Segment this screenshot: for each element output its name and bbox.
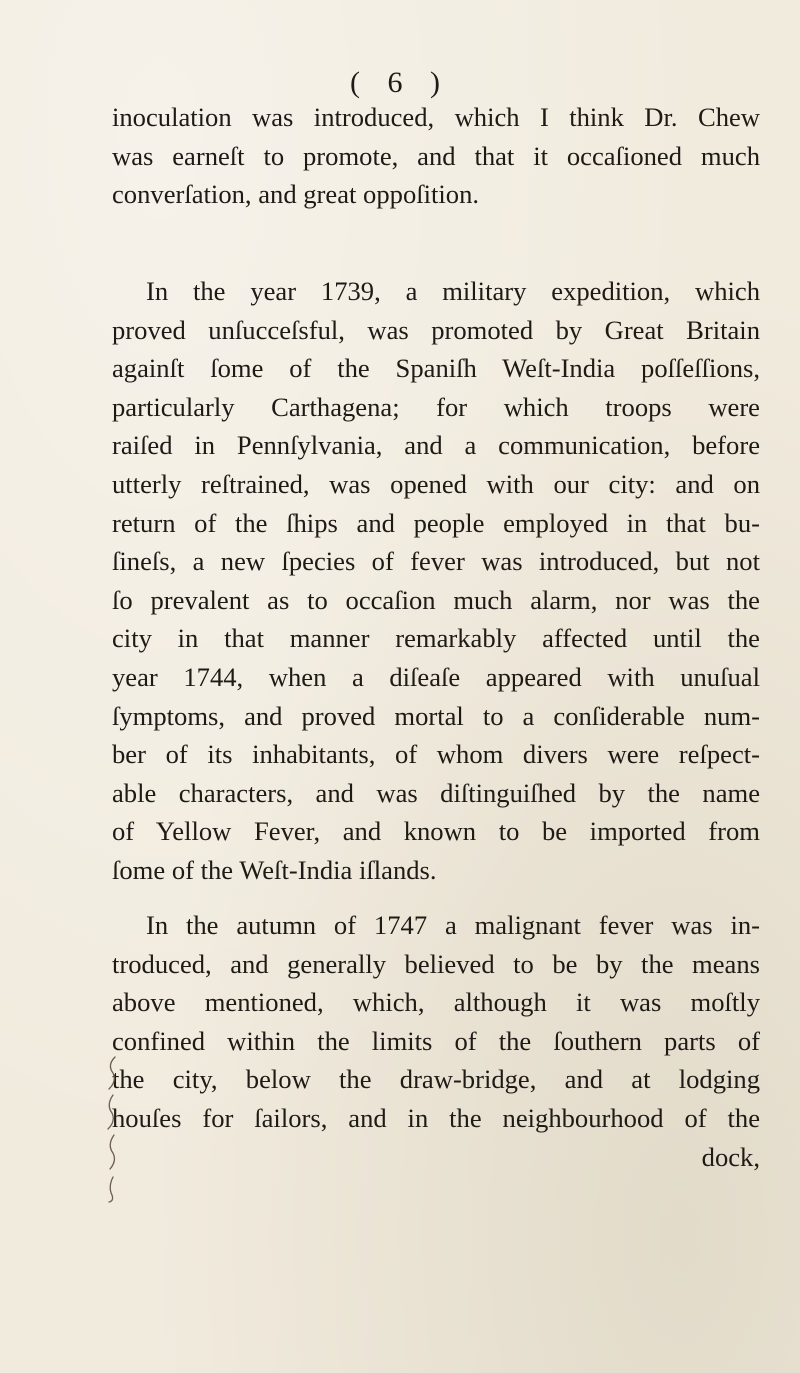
text-line: city in that manner remarkably affected until the <box>112 623 760 654</box>
text-line: converſation, and great oppoſition. <box>112 179 480 210</box>
text-line: return of the ſhips and people employed in that bu- <box>112 507 760 538</box>
text-line: ſo prevalent as to occaſion much alarm, nor was the <box>112 584 760 615</box>
text-line: year 1744, when a diſeaſe appeared with unuſual <box>112 661 760 692</box>
text-line: againſt ſome of the Spaniſh Weſt-India poſſeſſions, <box>112 353 760 384</box>
text-line: proved unſucceſsful, was promoted by Great Britain <box>112 314 760 345</box>
catchword: dock, <box>701 1141 760 1172</box>
text-line: houſes for ſailors, and in the neighbourhood of the <box>112 1102 760 1133</box>
text-line: ber of its inhabitants, of whom divers were reſpect- <box>112 739 760 770</box>
paragraph-3 <box>112 906 760 1176</box>
text-line: of Yellow Fever, and known to be imported from <box>112 816 760 847</box>
text-line: raiſed in Pennſylvania, and a communication, before <box>112 430 760 461</box>
margin-bracket-mark <box>104 1055 118 1203</box>
text-line: above mentioned, which, although it was moſtly <box>112 987 760 1018</box>
text-line: inoculation was introduced, which I think Dr. Chew <box>112 102 760 132</box>
text-line: ſymptoms, and proved mortal to a conſiderable num- <box>112 700 760 731</box>
text-line: confined within the limits of the ſouthern parts of <box>112 1025 760 1056</box>
text-line: the city, below the draw-bridge, and at lodging <box>112 1064 760 1095</box>
paragraph-1 <box>112 98 760 214</box>
text-line: able characters, and was diſtinguiſhed by the name <box>112 777 760 808</box>
text-line: particularly Carthagena; for which troops were <box>112 391 760 422</box>
text-line: was earneſt to promote, and that it occaſioned much <box>112 140 760 171</box>
text-line: ſineſs, a new ſpecies of fever was introduced, but not <box>112 546 760 577</box>
text-line: In the autumn of 1747 a malignant fever was in- <box>146 910 760 940</box>
page-number: ( 6 ) <box>350 66 450 99</box>
text-line: ſome of the Weſt-India iſlands. <box>112 854 437 885</box>
text-line: In the year 1739, a military expedition, which <box>146 276 760 306</box>
text-line: utterly reſtrained, was opened with our city: and on <box>112 468 760 499</box>
text-line: troduced, and generally believed to be by the means <box>112 948 760 979</box>
paragraph-2 <box>112 272 760 890</box>
